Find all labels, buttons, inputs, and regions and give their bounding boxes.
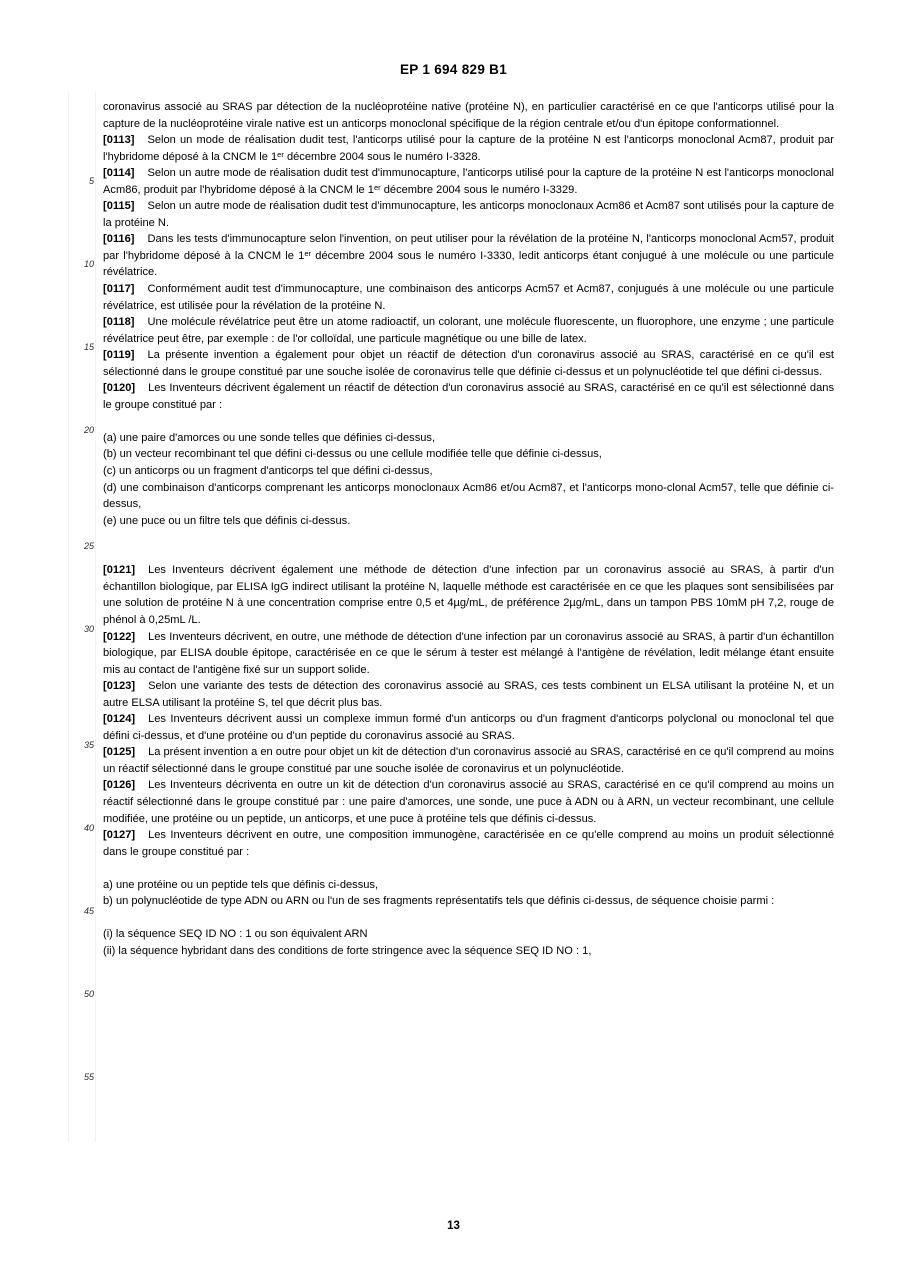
- list-item: (e) une puce ou un filtre tels que définis ci-dessus.: [103, 514, 351, 527]
- list-item: (d) une combinaison d'anticorps comprenant les anticorps monoclonaux Acm86 et/ou Acm87, et l'anticorps mono-clonal Acm57, telle que définie ci-dessus,: [103, 481, 834, 511]
- paragraph-0126: [103, 777, 834, 827]
- paragraph-number: [0113]: [103, 134, 135, 147]
- paragraph-text: Les Inventeurs décrivent également une méthode de détection d'une infection par un coronavirus associé au SRAS, à partir d'un échantillon biologique, par ELISA IgG indirect utilisant la protéine N, laquelle méthode est caractérisée en ce que les plaques sont sensibilisées par une solution de protéine N à une concentration comprise entre 0,5 et 4µg/mL, de préférence 2µg/mL, dans un tampon PBS 10mM pH 7,2, rouge de phénol à 0,25mL /L.: [103, 564, 834, 626]
- paragraph-number: [0127]: [103, 829, 136, 842]
- line-number-gutter: [60, 92, 94, 1152]
- paragraph-text: Dans les tests d'immunocapture selon l'invention, on peut utiliser pour la révélation de la protéine N, l'anticorps monoclonal Acm57, produit par l'hybridome déposé à la CNCM le 1: [103, 233, 834, 262]
- list-item: (ii) la séquence hybridant dans des conditions de forte stringence avec la séquence SEQ ID NO : 1,: [103, 944, 592, 957]
- list-item: (c) un anticorps ou un fragment d'anticorps tel que défini ci-dessus,: [103, 465, 433, 478]
- paragraph-text: Selon une variante des tests de détection des coronavirus associé au SRAS, ces tests combinent un ELSA utilisant la protéine N, et un autre ELSA utilisant la protéine S, tel que décrit plus bas.: [103, 680, 834, 709]
- paragraph-0114: [103, 165, 834, 198]
- ordinal-suffix: er: [304, 248, 312, 258]
- paragraph-number: [0116]: [103, 233, 135, 246]
- paragraph-number: [0115]: [103, 200, 135, 213]
- list-item: (i) la séquence SEQ ID NO : 1 ou son équivalent ARN: [103, 928, 368, 941]
- column-rule-right: [95, 92, 96, 1142]
- paragraph-text: Conformément audit test d'immunocapture, une combinaison des anticorps Acm57 et Acm87, conjugués à une molécule ou une particule révélatrice, est utilisée pour la révélation de la protéine N.: [103, 283, 834, 312]
- line-number: 5: [88, 176, 94, 186]
- composition-list-spacer: [103, 860, 834, 877]
- paragraph-text: Les Inventeurs décrivent en outre, une composition immunogène, caractérisée en ce qu'elle comprend au moins un produit sélectionné dans le groupe constitué par :: [103, 829, 834, 858]
- paragraph-0117: [103, 281, 834, 314]
- paragraph-0116: [103, 231, 834, 281]
- paragraph-0121: [103, 562, 834, 628]
- paragraph-0124: [103, 711, 834, 744]
- paragraph-number: [0122]: [103, 630, 136, 643]
- paragraph-number: [0114]: [103, 167, 135, 180]
- page-number: 13: [447, 1220, 460, 1232]
- line-number: 45: [83, 906, 94, 916]
- list-item: a) une protéine ou un peptide tels que définis ci-dessus,: [103, 878, 379, 891]
- ordinal-suffix: er: [373, 182, 381, 192]
- line-number: 15: [83, 342, 94, 352]
- paragraph-number: [0124]: [103, 713, 136, 726]
- paragraph-0122: [103, 629, 834, 679]
- paragraph-text: La présent invention a en outre pour objet un kit de détection d'un coronavirus associé au SRAS, caractérisé en ce qu'il comprend au moins un réactif sélectionné dans le groupe constitué par une souche isolée de coronavirus et un polynucléotide.: [103, 746, 834, 775]
- line-number: 35: [83, 740, 94, 750]
- paragraph-number: [0123]: [103, 680, 136, 693]
- sequence-list-spacer: [103, 910, 834, 927]
- paragraph-0119: [103, 347, 834, 380]
- paragraph-text: Selon un autre mode de réalisation dudit test d'immunocapture, les anticorps monoclonaux Acm86 et Acm87 sont utilisés pour la capture de la protéine N.: [103, 200, 834, 229]
- line-number: 10: [83, 259, 94, 269]
- line-number: 25: [83, 541, 94, 551]
- paragraph-text-cont: décembre 2004 sous le numéro I-3330, ledit anticorps étant conjugué à une molécule ou une particule révélatrice.: [103, 249, 834, 279]
- line-number: 50: [83, 989, 94, 999]
- page-title: EP 1 694 829 B1: [399, 62, 508, 77]
- paragraph-0118: [103, 314, 834, 347]
- paragraph-text: Les Inventeurs décrivent aussi un complexe immun formé d'un anticorps ou d'un fragment d'anticorps polyclonal ou monoclonal tel que défini ci-dessus, et d'une protéine ou d'un peptide du coronavirus associé au SRAS.: [103, 713, 834, 742]
- list-item: (a) une paire d'amorces ou une sonde telles que définies ci-dessus,: [103, 431, 436, 444]
- paragraph-text-cont: décembre 2004 sous le numéro I-3328.: [283, 150, 481, 163]
- line-number: 40: [83, 823, 94, 833]
- paragraph-number: [0119]: [103, 349, 135, 362]
- paragraph-number: [0117]: [103, 283, 135, 296]
- paragraph-text: Selon un mode de réalisation dudit test, l'anticorps utilisé pour la capture de la protéine N est l'anticorps monoclonal Acm87, produit par l'hybridome déposé à la CNCM le 1: [103, 134, 834, 163]
- paragraph-0125: [103, 744, 834, 777]
- section-spacer-2: [103, 546, 834, 563]
- paragraph-number: [0121]: [103, 564, 136, 577]
- paragraph-text: Les Inventeurs décrivent, en outre, une méthode de détection d'une infection par un coronavirus associé au SRAS, à partir d'un échantillon biologique, par ELISA double épitope, caractérisée en ce que le sérum à tester est mélangé à l'antigène de révélation, ledit mélange étant ensuite mis au contact de l'antigène fixé sur un support solide.: [103, 630, 834, 676]
- paragraph-text-cont: décembre 2004 sous le numéro I-3329.: [380, 183, 578, 196]
- paragraph-0115: [103, 198, 834, 231]
- line-number: 20: [83, 425, 94, 435]
- paragraph-0123: [103, 678, 834, 711]
- paragraph-text: La présente invention a également pour objet un réactif de détection d'un coronavirus associé au SRAS, caractérisé en ce qu'il est sélectionné dans le groupe constitué par une souche isolée de coronavirus telle que définie ci-dessus et un polynucléotide tel que défini ci-dessus.: [103, 349, 834, 378]
- paragraph-text: Une molécule révélatrice peut être un atome radioactif, un colorant, une molécule fluorescente, un fluorophore, une enzyme ; une particule révélatrice peut être, par exemple : de l'or colloïdal, une particule magnétique ou une bille de latex.: [103, 316, 834, 345]
- paragraph-text: Selon un autre mode de réalisation dudit test d'immunocapture, l'anticorps utilisé pour la capture de la protéine N est l'anticorps monoclonal Acm86, produit par l'hybridome déposé à la CNCM le 1: [103, 167, 834, 196]
- paragraph-number: [0118]: [103, 316, 135, 329]
- paragraph-text: Les Inventeurs décriventa en outre un kit de détection d'un coronavirus associé au SRAS, caractérisé en ce qu'il comprend au moins un réactif sélectionné dans le groupe constitué par : une paire d'amorces, une sonde, une puce à ADN ou à ARN, un vecteur recombinant, une cellule modifiée, une protéine ou un peptide, un anticorps, et une puce à protéine tels que définis ci-dessus.: [103, 779, 834, 825]
- list-item: (b) un vecteur recombinant tel que défini ci-dessus ou une cellule modifiée telle que définie ci-dessus,: [103, 448, 602, 461]
- ordinal-suffix: er: [277, 149, 284, 159]
- paragraph-text: Les Inventeurs décrivent également un réactif de détection d'un coronavirus associé au SRAS, caractérisé en ce qu'il est sélectionné dans le groupe constitué par :: [103, 382, 834, 411]
- text-column: [103, 99, 834, 959]
- continued-paragraph: coronavirus associé au SRAS par détection de la nucléoprotéine native (protéine N), en particulier caractérisé en ce que l'anticorps utilisé pour la capture de la nucléoprotéine virale native est un anticorps monoclonal spécifique de la région centrale et/ou d'un épitope conformationnel.: [103, 101, 834, 130]
- line-number: 30: [83, 624, 94, 634]
- line-number: 55: [83, 1072, 94, 1082]
- list-spacer: [103, 413, 834, 430]
- paragraph-0120: [103, 380, 834, 413]
- paragraph-number: [0125]: [103, 746, 136, 759]
- list-item: b) un polynucléotide de type ADN ou ARN ou l'un de ses fragments représentatifs tels que définis ci-dessus, de séquence choisie parmi :: [103, 895, 775, 908]
- paragraph-0113: [103, 132, 834, 165]
- section-spacer: [103, 529, 834, 546]
- paragraph-number: [0120]: [103, 382, 136, 395]
- paragraph-number: [0126]: [103, 779, 136, 792]
- paragraph-0127: [103, 827, 834, 860]
